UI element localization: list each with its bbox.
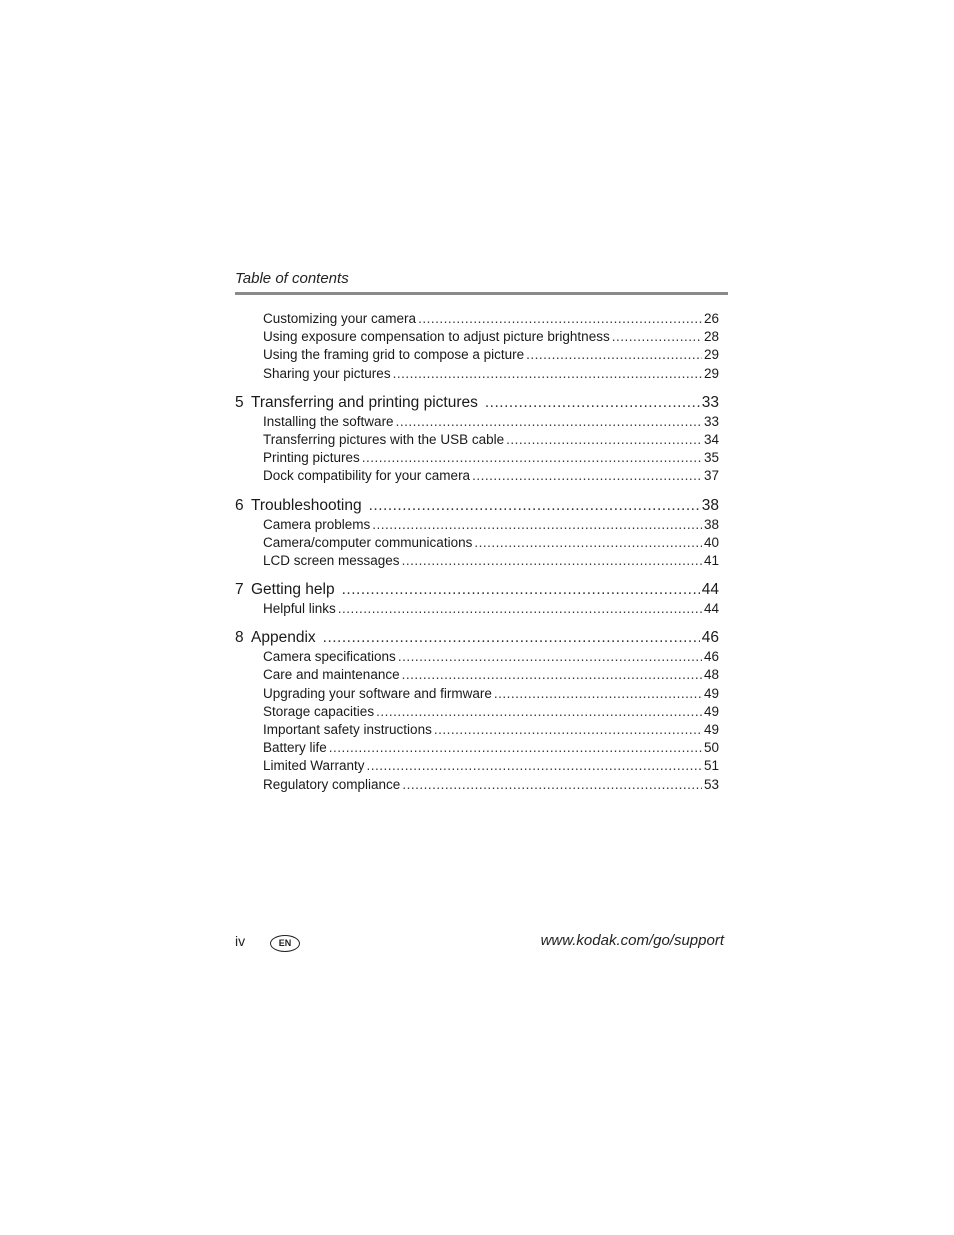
toc-page-number: 49	[703, 722, 719, 737]
dot-leader	[434, 721, 702, 739]
toc-chapter-title	[235, 393, 478, 413]
toc-entry-label: Transferring pictures with the USB cable	[263, 431, 505, 447]
toc-entry-row[interactable]	[235, 346, 719, 364]
toc-entry-row[interactable]	[235, 467, 719, 485]
toc-entry-label: Using the framing grid to compose a picture	[263, 347, 525, 363]
toc-entry-label: Customizing your camera	[263, 311, 417, 326]
dot-leader	[376, 703, 702, 721]
toc-chapter-number: 8	[235, 629, 244, 647]
toc-page-number: 49	[703, 703, 719, 719]
dot-leader	[367, 757, 702, 775]
toc-entry-label: Installing the software	[263, 413, 394, 429]
toc-chapter-label: Appendix	[251, 629, 316, 647]
toc-page-number: 38	[703, 516, 719, 532]
toc-chapter-title	[235, 628, 316, 648]
toc-page-number: 51	[703, 758, 719, 774]
toc-page-number: 49	[703, 685, 719, 701]
dot-leader	[472, 467, 702, 485]
toc-entry-label: Camera specifications	[263, 649, 396, 665]
toc-page-number: 35	[703, 450, 719, 466]
toc-entry-label: Helpful links	[263, 601, 336, 617]
dot-leader	[418, 310, 702, 328]
toc-entry-row[interactable]	[235, 328, 719, 346]
toc-page-number: 53	[703, 776, 719, 792]
dot-leader	[402, 666, 702, 684]
toc-chapter-number: 6	[235, 496, 244, 514]
toc-chapter-row[interactable]	[235, 580, 719, 600]
support-url[interactable]: www.kodak.com/go/support	[540, 932, 724, 949]
toc-entry-row[interactable]	[235, 431, 719, 449]
table-of-contents	[235, 310, 719, 794]
dot-leader	[494, 685, 702, 703]
toc-chapter-label: Transferring and printing pictures	[251, 393, 478, 411]
toc-page-number: 44	[701, 581, 719, 599]
dot-leader	[398, 648, 702, 666]
toc-entry-label: Important safety instructions	[263, 722, 432, 737]
dot-leader	[506, 431, 702, 449]
toc-page-number: 33	[701, 393, 719, 411]
toc-page-number: 44	[703, 601, 719, 617]
toc-entry-row[interactable]	[235, 666, 719, 684]
toc-page-number: 41	[703, 552, 719, 568]
toc-entry-row[interactable]	[235, 413, 719, 431]
dot-leader	[402, 776, 702, 794]
toc-page-number: 38	[701, 496, 719, 514]
toc-entry-label: Camera problems	[263, 516, 371, 532]
language-badge-icon: EN	[270, 935, 300, 952]
toc-page-number: 28	[703, 329, 719, 345]
toc-entry-row[interactable]	[235, 648, 719, 666]
toc-entry-label: Camera/computer communications	[263, 534, 473, 550]
dot-leader	[323, 628, 700, 648]
dot-leader	[369, 496, 700, 516]
toc-entry-row[interactable]	[235, 703, 719, 721]
toc-chapter-number: 5	[235, 393, 244, 411]
dot-leader	[329, 739, 702, 757]
toc-chapter-row[interactable]	[235, 628, 719, 648]
toc-entry-label: Care and maintenance	[263, 667, 400, 683]
toc-entry-row[interactable]	[235, 310, 719, 328]
dot-leader	[396, 413, 702, 431]
toc-page-number: 26	[703, 311, 719, 326]
toc-page-number: 29	[703, 347, 719, 363]
dot-leader	[338, 600, 702, 618]
toc-entry-row[interactable]	[235, 776, 719, 794]
toc-entry-label: Limited Warranty	[263, 758, 365, 774]
toc-entry-row[interactable]	[235, 739, 719, 757]
page-number: iv	[235, 933, 246, 949]
toc-page-number: 48	[703, 667, 719, 683]
toc-entry-label: Sharing your pictures	[263, 365, 391, 381]
toc-entry-label: Dock compatibility for your camera	[263, 468, 471, 484]
toc-entry-row[interactable]	[235, 552, 719, 570]
page-header-title: Table of contents	[235, 270, 349, 287]
toc-entry-label: Upgrading your software and firmware	[263, 685, 492, 701]
toc-entry-row[interactable]	[235, 365, 719, 383]
toc-page-number: 34	[703, 431, 719, 447]
toc-entry-label: Storage capacities	[263, 703, 375, 719]
dot-leader	[342, 580, 700, 600]
toc-page-number: 33	[703, 413, 719, 429]
toc-entry-row[interactable]	[235, 449, 719, 467]
toc-entry-row[interactable]	[235, 516, 719, 534]
dot-leader	[526, 346, 702, 364]
toc-chapter-row[interactable]	[235, 496, 719, 516]
toc-page-number: 46	[703, 649, 719, 665]
toc-entry-label: Printing pictures	[263, 450, 360, 466]
header-divider	[235, 292, 728, 295]
toc-page-number: 29	[703, 365, 719, 381]
dot-leader	[485, 393, 700, 413]
toc-chapter-title	[235, 496, 362, 516]
toc-entry-label: Regulatory compliance	[263, 776, 401, 792]
toc-page-number: 46	[701, 629, 719, 647]
dot-leader	[393, 365, 702, 383]
dot-leader	[474, 534, 702, 552]
toc-page-number: 37	[703, 468, 719, 484]
dot-leader	[372, 516, 702, 534]
toc-entry-row[interactable]	[235, 534, 719, 552]
toc-chapter-title	[235, 580, 335, 600]
toc-chapter-row[interactable]	[235, 393, 719, 413]
toc-entry-label: Using exposure compensation to adjust picture brightness	[263, 329, 610, 345]
toc-chapter-number: 7	[235, 581, 244, 599]
toc-entry-row[interactable]	[235, 721, 719, 739]
toc-entry-label: Battery life	[263, 740, 327, 756]
toc-page-number: 40	[703, 534, 719, 550]
dot-leader	[402, 552, 702, 570]
toc-entry-row[interactable]	[235, 685, 719, 703]
toc-chapter-label: Troubleshooting	[251, 496, 362, 514]
toc-entry-label: LCD screen messages	[263, 552, 400, 568]
dot-leader	[362, 449, 702, 467]
toc-chapter-label: Getting help	[251, 581, 335, 599]
toc-entry-row[interactable]	[235, 600, 719, 618]
dot-leader	[612, 328, 702, 346]
toc-entry-row[interactable]	[235, 757, 719, 775]
toc-page-number: 50	[703, 740, 719, 756]
